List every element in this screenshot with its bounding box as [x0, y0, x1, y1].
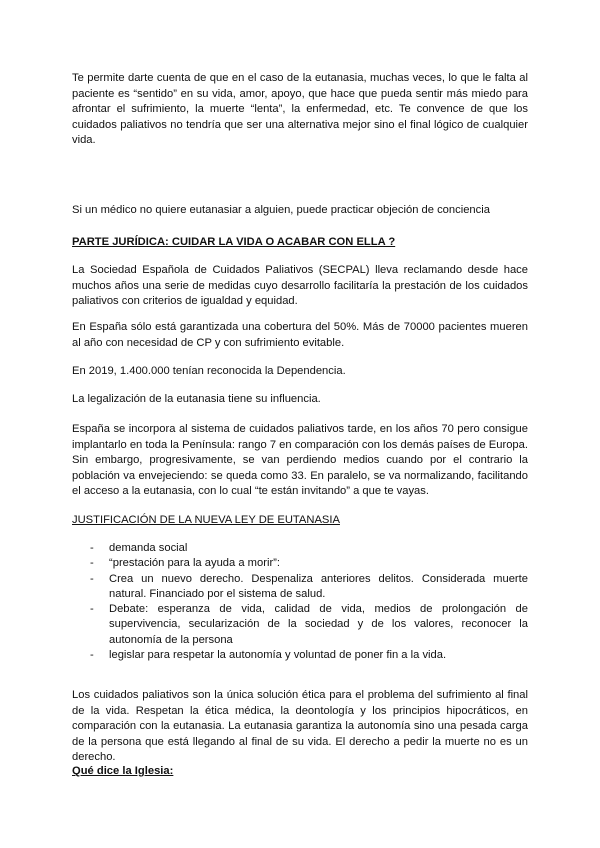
list-item: - “prestación para la ayuda a morir”:: [90, 556, 528, 571]
paragraph-espana: España se incorpora al sistema de cuidados paliativos tarde, en los años 70 pero consigue implantarlo en toda la Península: rango 7 en comparación con los demás países de Europa. Sin embargo, progresivamente, se van perdiendo medios cuando por el contrario la población va envejeciendo: se queda como 33. En paralelo, se va normalizando, facilitando el acceso a la eutanasia, con lo cual “te están invitando” a que te vayas.: [72, 423, 528, 498]
paragraph-secpal: La Sociedad Española de Cuidados Paliativos (SECPAL) lleva reclamando desde hace muchos años una serie de medidas cuyo desarrollo facilitaría la prestación de los cuidados paliativos con criterios de igualdad y equidad.: [72, 264, 528, 308]
paragraph-legalizacion: La legalización de la eutanasia tiene su influencia.: [72, 393, 321, 405]
list-item: - Crea un nuevo derecho. Despenaliza anteriores delitos. Considerada muerte natural. Financiado por el sistema de salud.: [90, 572, 528, 603]
list-item: - demanda social: [90, 541, 528, 556]
paragraph-intro: Te permite darte cuenta de que en el caso de la eutanasia, muchas veces, lo que le falta al paciente es “sentido” en su vida, amor, apoyo, que hace que pueda sentir más miedo para afrontar el sufrimiento, la muerte “lenta”, la enfermedad, etc. Te convence de que los cuidados paliativos no tendría que ser una alternativa mejor sino el final lógico de cualquier vida.: [72, 72, 528, 147]
heading-justificacion: JUSTIFICACIÓN DE LA NUEVA LEY DE EUTANASIA: [72, 514, 340, 526]
paragraph-cobertura: En España sólo está garantizada una cobertura del 50%. Más de 70000 pacientes mueren al año con necesidad de CP y con sufrimiento evitable.: [72, 321, 528, 349]
list-item: - legislar para respetar la autonomía y voluntad de poner fin a la vida.: [90, 648, 528, 663]
paragraph-conclusion: Los cuidados paliativos son la única solución ética para el problema del sufrimiento al final de la vida. Respetan la ética médica, la deontología y los principios hipocráticos, en comparación con la eutanasia. La eutanasia garantiza la autonomía sino una pesada carga de la persona que está llegando al final de su vida. El derecho a pedir la muerte no es un derecho.: [72, 689, 528, 764]
paragraph-dependencia: En 2019, 1.400.000 tenían reconocida la Dependencia.: [72, 365, 346, 377]
list-item: - Debate: esperanza de vida, calidad de vida, medios de prolongación de supervivencia, secularización de la sociedad y de los valores, reconocer la autonomía de la persona: [90, 602, 528, 648]
justificacion-list: [90, 541, 528, 663]
paragraph-objecion: Si un médico no quiere eutanasiar a alguien, puede practicar objeción de conciencia: [72, 204, 490, 216]
heading-parte-juridica: PARTE JURÍDICA: CUIDAR LA VIDA O ACABAR CON ELLA ?: [72, 236, 396, 248]
heading-iglesia: Qué dice la Iglesia:: [72, 765, 174, 777]
